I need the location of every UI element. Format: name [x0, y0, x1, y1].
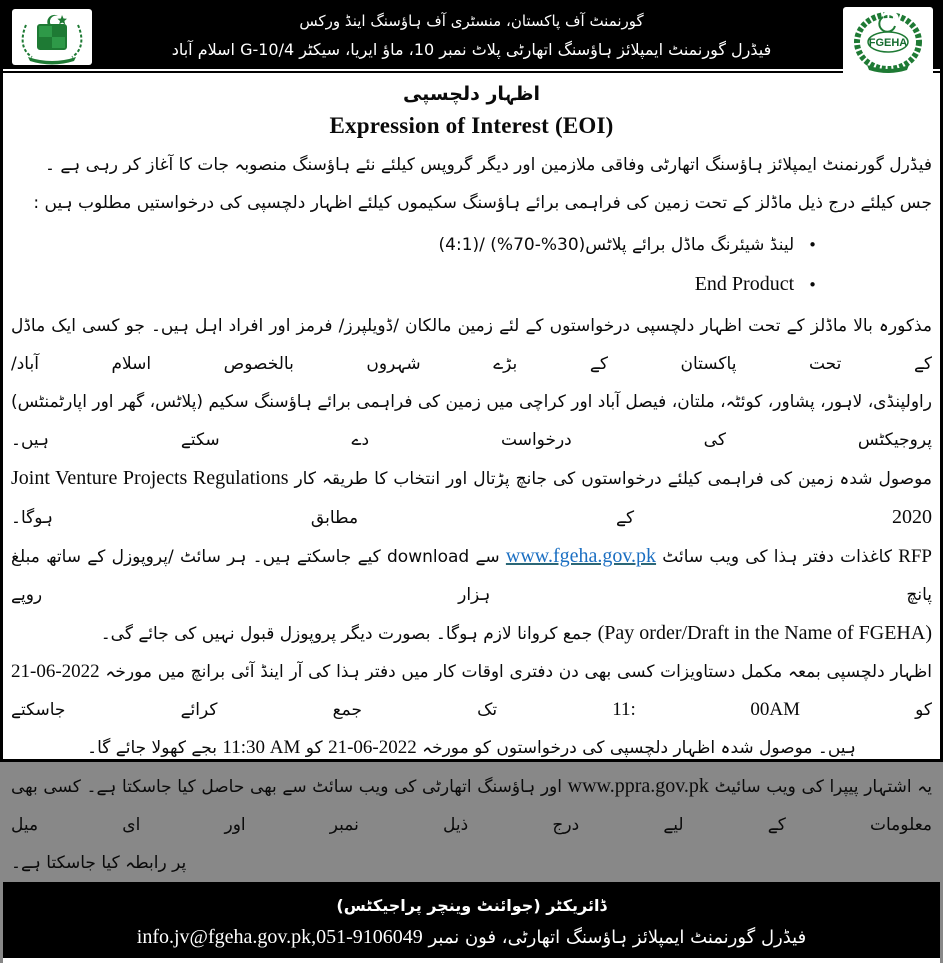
eligibility-line-2: راولپنڈی، لاہور، پشاور، کوئٹہ، ملتان، فیصل آباد اور کراچی میں زمین کی فراہمی برائے ہاؤسنگ سکیم (پلاٹس، گھر اور اپارٹمنٹس) پروجیکٹس کی درخواست دے سکتے ہیں۔: [11, 392, 932, 450]
fgeha-website-link[interactable]: www.fgeha.gov.pk: [505, 545, 657, 567]
header-text: [3, 3, 940, 64]
director-title: ڈائریکٹر (جوائنٹ وینچر پراجیکٹس): [336, 896, 607, 915]
header-authority-line: فیڈرل گورنمنٹ ایمپلائز ہاؤسنگ اتھارٹی پلاٹ نمبر 10، ماؤ ایریا، سیکٹر G-10/4 اسلام آباد: [171, 40, 772, 59]
submission-2-pre: ہیں۔ موصول شدہ اظہار دلچسپی کی درخواستوں کو مورخہ: [416, 738, 856, 758]
end-product-label: End Product: [694, 273, 795, 295]
availability-line-2: پر رابطہ کیا جاسکتا ہے۔: [11, 853, 187, 873]
regulations-text-post: کے مطابق ہوگا۔: [11, 508, 892, 528]
regulations-text-pre: موصول شدہ زمین کی فراہمی کیلئے درخواستوں کی جانچ پڑتال اور انتخاب کا طریقہ کار: [288, 469, 933, 489]
availability-line-1: [11, 767, 932, 844]
availability-pre: یہ اشتہار پیپرا کی ویب سائیٹ: [708, 777, 932, 797]
urdu-title: اظہار دلچسپی: [402, 83, 541, 105]
models-list: [11, 226, 932, 305]
regulations-name: Joint Venture Projects Regulations 2020: [11, 467, 932, 528]
submission-time-1: 11: 00AM: [612, 699, 800, 720]
pay-order-english: (Pay order/Draft in the Name of FGEHA): [597, 622, 932, 644]
pay-order-line: [11, 614, 932, 653]
fgeha-logo-icon: [843, 7, 933, 78]
rfp-label: RFP: [898, 546, 932, 567]
fgeha-logo: [843, 7, 933, 78]
footer-authority-label: فیڈرل گورنمنٹ ایمپلائز ہاؤسنگ اتھارٹی، فون نمبر: [422, 927, 807, 948]
list-item-end-product: [11, 265, 932, 305]
submission-line-1: [11, 653, 932, 729]
submission-date-1: 21-06-2022: [11, 661, 100, 682]
rfp-line: [11, 537, 932, 614]
submission-1-pre: اظہار دلچسپی بمعہ مکمل دستاویزات کسی بھی دن دفتری اوقات کار میں دفتر ہذا کی آر اینڈ آئی برانچ میں مورخہ: [99, 662, 932, 682]
footer-email-phone: info.jv@fgeha.gov.pk,051-9106049: [136, 926, 423, 948]
submission-1-mid: کو: [799, 700, 933, 720]
ppra-website-text: www.ppra.gov.pk: [567, 775, 709, 797]
list-item-land-sharing: [11, 226, 932, 265]
submission-1-post: تک جمع کرائے جاسکتے: [11, 700, 613, 720]
pay-order-urdu: جمع کروانا لازم ہوگا۔ بصورت دیگر پروپوزل قبول نہیں کی جائے گی۔: [100, 624, 598, 644]
header-ministry-line: گورنمنٹ آف پاکستان، منسٹری آف ہاؤسنگ اینڈ ورکس: [299, 12, 644, 30]
pakistan-emblem-icon: [12, 9, 92, 65]
notice-body: [3, 73, 940, 882]
rfp-text-pre: کاغذات دفتر ہذا کی ویب سائٹ: [656, 547, 899, 567]
submission-time-2: 11:30 AM: [222, 737, 301, 758]
footer-band: [3, 884, 940, 958]
fgeha-logo-text: FGEHA: [868, 37, 908, 49]
intro-line-1: فیڈرل گورنمنٹ ایمپلائز ہاؤسنگ اتھارٹی وفاقی ملازمین اور دیگر گروپس کیلئے نئے ہاؤسنگ منصوبہ جات کا آغاز کر رہی ہے ۔: [44, 155, 932, 175]
footer-contact-line: [3, 921, 940, 954]
rfp-text-post: سے download کیے جاسکتے ہیں۔ ہر سائٹ /پروپوزل کے ساتھ مبلغ پانچ ہزار روپے: [11, 547, 932, 605]
pakistan-emblem-logo: [12, 9, 92, 65]
submission-line-2: [11, 729, 932, 767]
eoi-title: Expression of Interest (EOI): [329, 113, 614, 138]
availability-post: اور ہاؤسنگ اتھارٹی کی ویب سائٹ سے بھی حاصل کیا جاسکتا ہے۔ کسی بھی معلومات کے لیے درج ذیل نمبر اور ای میل: [11, 777, 932, 835]
submission-2-post: بجے کھولا جائے گا۔: [87, 738, 223, 758]
bullet-icon: •: [808, 276, 817, 294]
bullet-icon: •: [808, 236, 817, 254]
submission-2-mid: کو: [300, 738, 329, 758]
submission-date-2: 21-06-2022: [328, 737, 417, 758]
bottom-strip: [3, 958, 940, 963]
land-sharing-label: لینڈ شیئرنگ ماڈل برائے پلاٹس(30%-70%) /(4:1): [438, 235, 795, 255]
intro-paragraph: [11, 146, 932, 222]
eligibility-line-1: مذکورہ بالا ماڈلز کے تحت اظہار دلچسپی درخواستوں کے لئے زمین مالکان /ڈویلپرز/ فرمز اور افراد اہل ہیں۔ جو کسی ایک ماڈل کے تحت پاکستان کے بڑے شہروں بالخصوص اسلام آباد/: [11, 316, 932, 374]
regulations-line: [11, 459, 932, 537]
header-band: [3, 3, 940, 69]
intro-line-2: جس کیلئے درج ذیل ماڈلز کے تحت زمین کی فراہمی برائے ہاؤسنگ سکیموں کیلئے اظہار دلچسپی کی درخواستیں مطلوب ہیں :: [33, 193, 932, 213]
